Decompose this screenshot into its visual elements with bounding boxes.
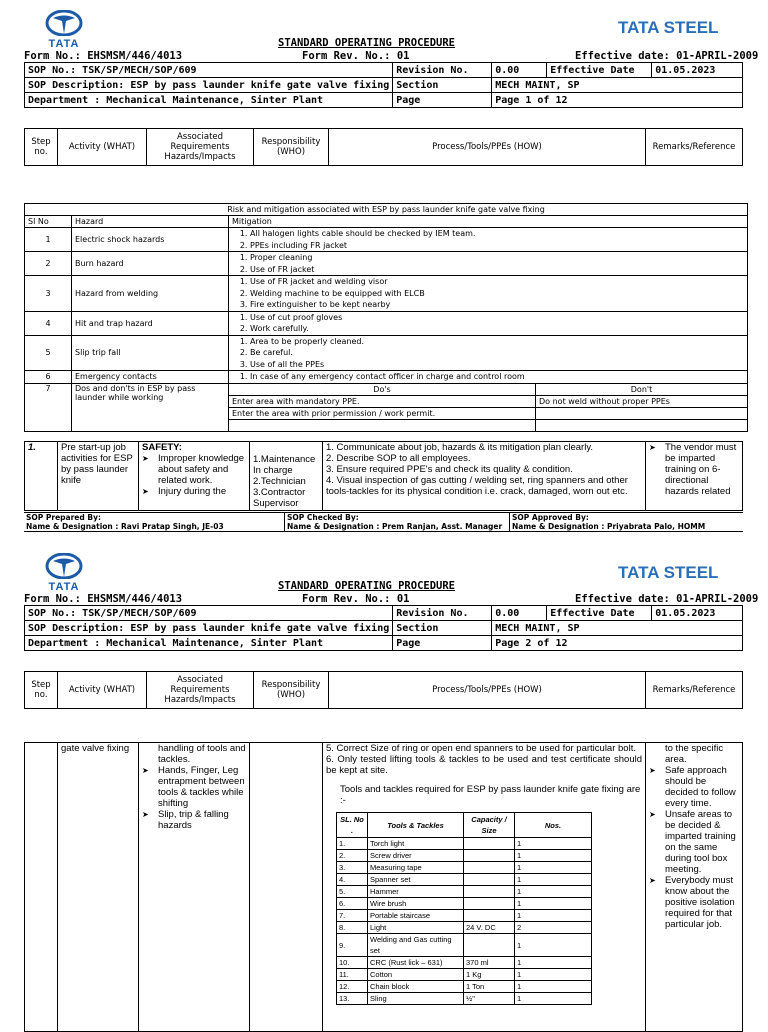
tools-cell-cap	[464, 910, 515, 922]
tools-cell-sl: 4.	[337, 874, 368, 886]
tools-cell-sl: 10.	[337, 957, 368, 969]
risk-row	[25, 276, 748, 312]
risk-sl: 4	[25, 311, 72, 335]
tools-cell-tool: Measuring tape	[368, 862, 464, 874]
tools-cell-tool: Spanner set	[368, 874, 464, 886]
tools-cell-cap: 1 Kg	[464, 969, 515, 981]
tools-cell-sl: 2.	[337, 850, 368, 862]
risk-sl: 1	[25, 228, 72, 252]
step-continuation-row	[24, 742, 743, 1032]
tools-cell-tool: Sling	[368, 993, 464, 1005]
page-label: Page	[393, 93, 492, 108]
step-1-row	[24, 441, 743, 511]
remark-item: ➤ Everybody must know about the positive isolation required for that particular job.	[649, 875, 739, 930]
page-number: Page 2 of 12	[492, 636, 743, 651]
prepared-by-label: SOP Prepared By:	[24, 513, 285, 523]
col-responsibility: Responsibility (WHO)	[254, 672, 329, 709]
step-responsibility: 1.Maintenance In charge 2.Technician 3.Contractor Supervisor	[250, 442, 323, 511]
mitigation-item: 2. Work carefully.	[250, 323, 744, 335]
risk-mitigation	[229, 311, 748, 335]
step-remarks	[646, 442, 743, 511]
approved-by-label: SOP Approved By:	[512, 513, 589, 522]
process-item: 4. Visual inspection of gas cutting / welding set, ring spanners and other tools-tackles for its physical condition i.e. crack, damaged, worn out etc.	[326, 475, 628, 497]
safety-label: SAFETY:	[142, 442, 182, 453]
step-hazards	[139, 442, 250, 511]
risk-col-hazard: Hazard	[72, 216, 229, 228]
tools-row	[337, 862, 592, 874]
dos-donts-table	[229, 384, 747, 431]
tools-cell-tool: Chain block	[368, 981, 464, 993]
tools-row	[337, 993, 592, 1005]
hazard-item: ➤ Injury during the	[142, 486, 246, 497]
col-process: Process/Tools/PPEs (HOW)	[329, 129, 646, 166]
tools-cell-nos: 1	[515, 981, 592, 993]
remark-item: to the specific area.	[665, 743, 724, 765]
tools-cell-sl: 11.	[337, 969, 368, 981]
revision-label: Revision No.	[393, 606, 492, 621]
effective-date-line: Effective date: 01-APRIL-2009	[575, 50, 759, 62]
risk-row-dos-donts	[25, 383, 748, 431]
tools-cell-cap	[464, 874, 515, 886]
tools-cell-tool: CRC (Rust lick – 631)	[368, 957, 464, 969]
checked-by-label: SOP Checked By:	[285, 513, 510, 523]
tools-cell-tool: Light	[368, 922, 464, 934]
tools-cell-sl: 6.	[337, 898, 368, 910]
hazard-item: ➤ Improper knowledge about safety and related work.	[142, 453, 246, 486]
tools-row	[337, 981, 592, 993]
tools-row	[337, 957, 592, 969]
col-process: Process/Tools/PPEs (HOW)	[329, 672, 646, 709]
effective-value: 01.05.2023	[652, 606, 743, 621]
effective-label: Effective Date	[547, 63, 652, 78]
sop-description: SOP Description: ESP by pass launder knife gate valve fixing	[25, 78, 393, 93]
tools-cell-sl: 12.	[337, 981, 368, 993]
hazard-item: ➤ Hands, Finger, Leg entrapment between tools & tackles while shifting	[142, 765, 246, 809]
prepared-by-name: Name & Designation : Ravi Pratap Singh, JE-03	[24, 522, 285, 532]
sop-description: SOP Description: ESP by pass launder knife gate valve fixing	[25, 621, 393, 636]
tools-col-capacity: Capacity / Size	[464, 813, 515, 838]
tools-col-nos: Nos.	[515, 813, 592, 838]
step-hazards	[139, 743, 250, 1032]
col-remarks: Remarks/Reference	[646, 672, 743, 709]
risk-sl: 3	[25, 276, 72, 312]
tools-row	[337, 850, 592, 862]
tools-cell-cap: 1 Ton	[464, 981, 515, 993]
tools-cell-cap: 370 ml	[464, 957, 515, 969]
hazard-item: ➤ Slip, trip & falling hazards	[142, 809, 246, 831]
col-activity: Activity (WHAT)	[58, 129, 147, 166]
tools-cell-sl: 13.	[337, 993, 368, 1005]
signature-table	[24, 512, 743, 532]
risk-hazard: Dos and don'ts in ESP by pass launder while working	[72, 383, 229, 431]
hazard-item: handling of tools and tackles.	[158, 743, 246, 765]
col-remarks: Remarks/Reference	[646, 129, 743, 166]
risk-mitigation	[229, 371, 748, 384]
tools-cell-tool: Welding and Gas cutting set	[368, 934, 464, 957]
revision-value: 0.00	[492, 606, 547, 621]
tools-cell-tool: Wire brush	[368, 898, 464, 910]
tools-cell-nos: 2	[515, 922, 592, 934]
tools-cell-nos: 1	[515, 838, 592, 850]
section-value: MECH MAINT, SP	[492, 78, 743, 93]
form-number: Form No.: EHSMSM/446/4013	[24, 50, 183, 62]
mitigation-item: 1. In case of any emergency contact officer in charge and control room	[250, 371, 744, 383]
risk-mitigation	[229, 252, 748, 276]
revision-value: 0.00	[492, 63, 547, 78]
tools-cell-nos: 1	[515, 934, 592, 957]
tools-row	[337, 934, 592, 957]
revision-label: Revision No.	[393, 63, 492, 78]
tools-cell-nos: 1	[515, 969, 592, 981]
tata-steel-logo: TATA STEEL	[618, 18, 719, 37]
tools-row	[337, 910, 592, 922]
risk-hazard: Slip trip fall	[72, 335, 229, 371]
risk-sl: 2	[25, 252, 72, 276]
form-revision: Form Rev. No.: 01	[302, 593, 410, 605]
mitigation-item: 1. Use of cut proof gloves	[250, 312, 744, 324]
tools-row	[337, 886, 592, 898]
tata-logo-text: TATA	[48, 581, 80, 593]
tools-cell-nos: 1	[515, 862, 592, 874]
mitigation-item: 1. Use of FR jacket and welding visor	[250, 276, 744, 288]
risk-row	[25, 252, 748, 276]
step-activity: gate valve fixing	[58, 743, 139, 1032]
dont-item: Do not weld without proper PPEs	[536, 395, 748, 407]
mitigation-item: 3. Fire extinguisher to be kept nearby	[250, 299, 744, 311]
do-item: Enter area with mandatory PPE.	[229, 395, 536, 407]
tools-cell-nos: 1	[515, 874, 592, 886]
tools-cell-sl: 9.	[337, 934, 368, 957]
tools-cell-nos: 1	[515, 993, 592, 1005]
column-header-table	[24, 671, 743, 709]
tools-cell-sl: 7.	[337, 910, 368, 922]
mitigation-item: 2. Use of FR jacket	[250, 264, 744, 276]
risk-hazard: Hit and trap hazard	[72, 311, 229, 335]
risk-mitigation	[229, 228, 748, 252]
column-header-table	[24, 128, 743, 166]
tools-cell-sl: 5.	[337, 886, 368, 898]
tools-row	[337, 838, 592, 850]
tools-row	[337, 898, 592, 910]
risk-hazard: Burn hazard	[72, 252, 229, 276]
col-activity: Activity (WHAT)	[58, 672, 147, 709]
sop-number: SOP No.: TSK/SP/MECH/SOP/609	[25, 63, 393, 78]
risk-row	[25, 335, 748, 371]
step-remarks	[646, 743, 743, 1032]
tools-cell-nos: 1	[515, 910, 592, 922]
process-item: 1. Communicate about job, hazards & its mitigation plan clearly.	[326, 442, 594, 453]
page-title: STANDARD OPERATING PROCEDURE	[278, 37, 456, 49]
tools-cell-nos: 1	[515, 898, 592, 910]
sop-header-table	[24, 605, 743, 651]
mitigation-item: 1. Area to be properly cleaned.	[250, 336, 744, 348]
department: Department : Mechanical Maintenance, Sinter Plant	[25, 93, 393, 108]
page-title: STANDARD OPERATING PROCEDURE	[278, 580, 456, 592]
form-revision: Form Rev. No.: 01	[302, 50, 410, 62]
risk-sl: 6	[25, 371, 72, 384]
page-label: Page	[393, 636, 492, 651]
department: Department : Mechanical Maintenance, Sinter Plant	[25, 636, 393, 651]
tools-cell-cap	[464, 934, 515, 957]
tools-intro: Tools and tackles required for ESP by pass launder knife gate fixing are :-	[340, 784, 641, 806]
tools-cell-cap	[464, 838, 515, 850]
tools-cell-sl: 3.	[337, 862, 368, 874]
tools-cell-cap	[464, 898, 515, 910]
effective-label: Effective Date	[547, 606, 652, 621]
tools-cell-nos: 1	[515, 886, 592, 898]
mitigation-item: 2. Welding machine to be equipped with ELCB	[250, 288, 744, 300]
risk-sl: 7	[25, 383, 72, 431]
mitigation-item: 2. Be careful.	[250, 347, 744, 359]
tools-cell-nos: 1	[515, 957, 592, 969]
tools-col-sl: SL. No .	[337, 813, 368, 838]
risk-row	[25, 311, 748, 335]
tools-cell-cap	[464, 862, 515, 874]
mitigation-item: 3. Use of all the PPEs	[250, 359, 744, 371]
tools-row	[337, 969, 592, 981]
checked-by-name: Name & Designation : Prem Ranjan, Asst. Manager	[285, 522, 510, 532]
process-item: 2. Describe SOP to all employees.	[326, 453, 471, 464]
col-step: Step no.	[25, 672, 58, 709]
tools-col-tool: Tools & Tackles	[368, 813, 464, 838]
dos-header: Do's	[229, 384, 536, 396]
effective-value: 01.05.2023	[652, 63, 743, 78]
process-item: 5. Correct Size of ring or open end spanners to be used for particular bolt.	[326, 743, 636, 754]
tools-cell-tool: Portable staircase	[368, 910, 464, 922]
risk-row	[25, 228, 748, 252]
tools-cell-tool: Cotton	[368, 969, 464, 981]
remark-item: ➤ Unsafe areas to be decided & imparted training on the same during tool box meeting.	[649, 809, 739, 875]
tools-cell-sl: 8.	[337, 922, 368, 934]
sop-header-table	[24, 62, 743, 108]
risk-hazard: Emergency contacts	[72, 371, 229, 384]
tools-cell-cap: 24 V. DC	[464, 922, 515, 934]
tata-steel-logo: TATA STEEL	[618, 563, 719, 582]
risk-hazard: Hazard from welding	[72, 276, 229, 312]
step-process	[323, 442, 646, 511]
tools-cell-cap	[464, 886, 515, 898]
tools-cell-tool: Screw driver	[368, 850, 464, 862]
risk-col-sl: Sl No	[25, 216, 72, 228]
risk-table-title: Risk and mitigation associated with ESP by pass launder knife gate valve fixing	[25, 204, 748, 216]
sop-number: SOP No.: TSK/SP/MECH/SOP/609	[25, 606, 393, 621]
approved-by-name: Name & Designation : Priyabrata Palo, HOMM	[512, 522, 706, 531]
remark-item: ➤ Safe approach should be decided to follow every time.	[649, 765, 739, 809]
risk-mitigation	[229, 335, 748, 371]
tools-cell-tool: Torch light	[368, 838, 464, 850]
tata-logo	[44, 553, 84, 593]
effective-date-line: Effective date: 01-APRIL-2009	[575, 593, 759, 605]
mitigation-item: 1. Proper cleaning	[250, 252, 744, 264]
tools-row	[337, 922, 592, 934]
step-activity: Pre start-up job activities for ESP by pass launder knife	[58, 442, 139, 511]
mitigation-item: 1. All halogen lights cable should be checked by IEM team.	[250, 228, 744, 240]
tata-logo-text: TATA	[48, 38, 80, 50]
tools-table	[336, 812, 592, 1005]
risk-mitigation	[229, 276, 748, 312]
section-label: Section	[393, 621, 492, 636]
risk-col-mitigation: Mitigation	[229, 216, 748, 228]
section-label: Section	[393, 78, 492, 93]
risk-hazard: Electric shock hazards	[72, 228, 229, 252]
process-item: 6. Only tested lifting tools & tackles to be used and test certificate should be kept at site.	[326, 754, 642, 776]
tata-logo-icon	[44, 553, 84, 579]
tools-cell-sl: 1.	[337, 838, 368, 850]
section-value: MECH MAINT, SP	[492, 621, 743, 636]
tools-cell-cap: ½"	[464, 993, 515, 1005]
donts-header: Don't	[536, 384, 748, 396]
risk-mitigation-table	[24, 203, 748, 432]
tools-cell-cap	[464, 850, 515, 862]
col-responsibility: Responsibility (WHO)	[254, 129, 329, 166]
tata-logo	[44, 10, 84, 50]
col-hazards: Associated Requirements Hazards/Impacts	[147, 129, 254, 166]
step-number: 1.	[25, 442, 58, 511]
tools-cell-nos: 1	[515, 850, 592, 862]
mitigation-item: 2. PPEs including FR jacket	[250, 240, 744, 252]
form-number: Form No.: EHSMSM/446/4013	[24, 593, 183, 605]
remark-item: ➤ The vendor must be imparted training on 6-directional hazards related	[649, 442, 739, 497]
process-item: 3. Ensure required PPE's and check its quality & condition.	[326, 464, 573, 475]
tools-cell-tool: Hammer	[368, 886, 464, 898]
tools-row	[337, 874, 592, 886]
tata-logo-icon	[44, 10, 84, 36]
col-step: Step no.	[25, 129, 58, 166]
risk-sl: 5	[25, 335, 72, 371]
risk-row	[25, 371, 748, 384]
page-number: Page 1 of 12	[492, 93, 743, 108]
step-process	[323, 743, 646, 1032]
do-item: Enter the area with prior permission / work permit.	[229, 407, 536, 419]
col-hazards: Associated Requirements Hazards/Impacts	[147, 672, 254, 709]
